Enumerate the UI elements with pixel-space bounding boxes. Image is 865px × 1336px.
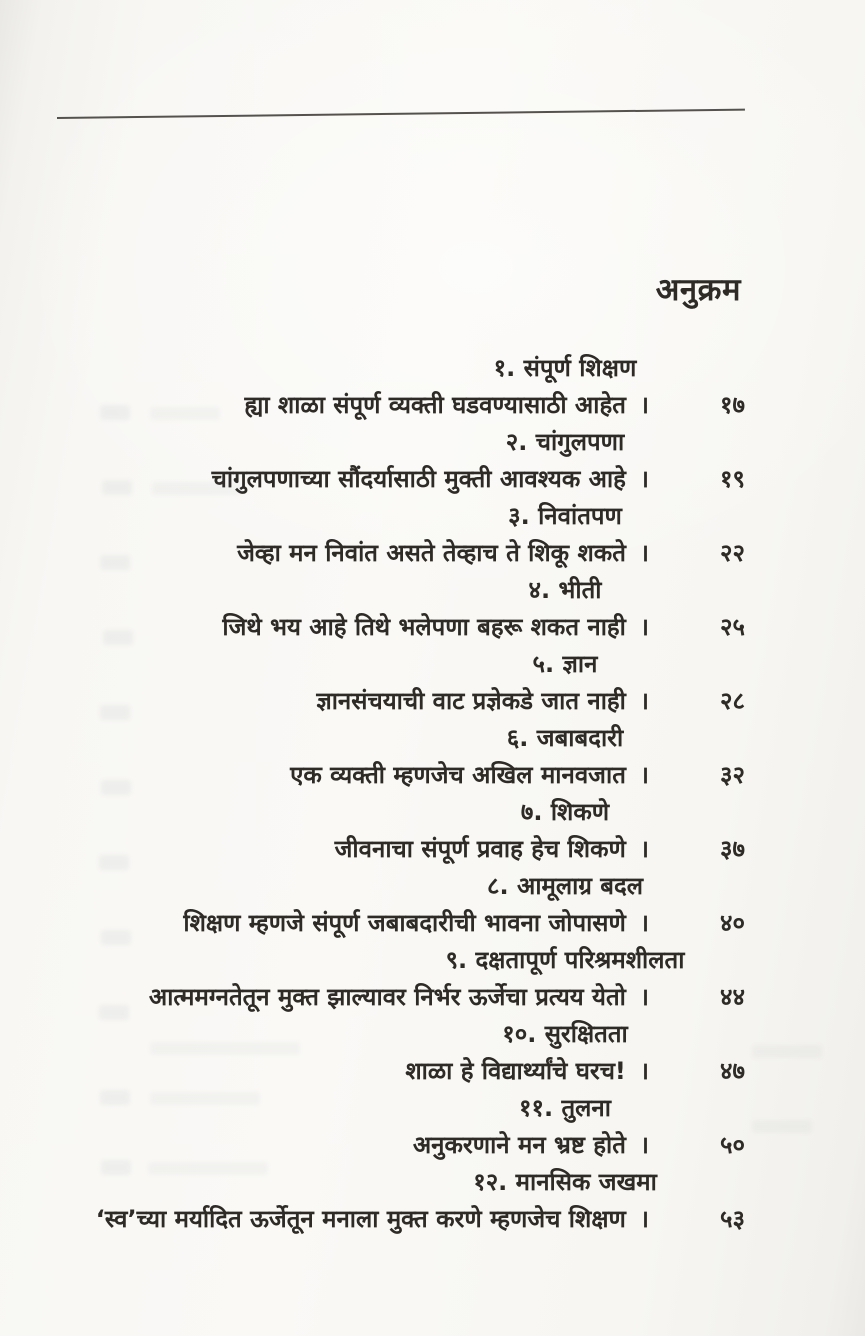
entry-page-number: ३७ — [720, 835, 745, 863]
toc-entry — [90, 572, 745, 646]
entry-subtitle: चांगुलपणाच्या सौंदर्यासाठी मुक्ती आवश्यक आहे — [211, 465, 626, 493]
danda-separator: । — [639, 1131, 649, 1159]
ghost-showthrough-mark — [752, 1045, 822, 1058]
entry-subtitle-line — [90, 535, 745, 572]
entry-title-line — [385, 942, 745, 979]
entry-title-line — [385, 424, 745, 461]
entry-subtitle: ज्ञानसंचयाची वाट प्रज्ञेकडे जात नाही — [316, 687, 626, 715]
entry-title-line — [385, 498, 745, 535]
entry-page-number: २८ — [720, 687, 745, 715]
entry-subtitle: ह्या शाळा संपूर्ण व्यक्ती घडवण्यासाठी आहेत — [244, 391, 626, 419]
danda-separator: । — [639, 687, 649, 715]
entry-title: शिकणे — [550, 798, 610, 826]
entry-subtitle-line — [90, 831, 745, 868]
toc-entry — [90, 424, 745, 498]
toc-entry — [90, 498, 745, 572]
entry-number: ६. — [506, 724, 529, 752]
entry-title-line — [385, 1164, 745, 1201]
entry-page-number: २२ — [720, 539, 745, 567]
danda-separator: । — [639, 835, 649, 863]
entry-subtitle: शिक्षण म्हणजे संपूर्ण जबाबदारीची भावना जोपासणे — [183, 909, 626, 937]
entry-subtitle: ‘स्व’च्या मर्यादित ऊर्जेतून मनाला मुक्त करणे म्हणजेच शिक्षण — [95, 1205, 626, 1233]
entry-subtitle: जीवनाचा संपूर्ण प्रवाह हेच शिकणे — [334, 835, 626, 863]
entry-number: ९. — [445, 946, 468, 974]
entry-page-number: ४४ — [720, 983, 745, 1011]
entry-subtitle-line — [90, 979, 745, 1016]
entry-number: ४. — [528, 576, 551, 604]
entry-subtitle: आत्ममग्नतेतून मुक्त झाल्यावर निर्भर ऊर्जेचा प्रत्यय येतो — [148, 983, 626, 1011]
entry-subtitle-line — [90, 1127, 745, 1164]
entry-number: ५. — [532, 650, 555, 678]
entry-number: ३. — [508, 502, 530, 530]
entry-title: निवांतपण — [538, 502, 622, 530]
danda-separator: । — [639, 909, 649, 937]
entry-title: जबाबदारी — [536, 724, 624, 752]
entry-number: ११. — [519, 1094, 554, 1122]
danda-separator: । — [639, 613, 649, 641]
entry-page-number: ४० — [720, 909, 745, 937]
entry-subtitle: जिथे भय आहे तिथे भलेपणा बहरू शकत नाही — [222, 613, 626, 641]
entry-title-line — [385, 1090, 745, 1127]
entry-subtitle: शाळा हे विद्यार्थ्यांचे घरच! — [405, 1057, 626, 1085]
entry-subtitle: जेव्हा मन निवांत असते तेव्हाच ते शिकू शकते — [237, 539, 626, 567]
entry-number: १०. — [502, 1020, 537, 1048]
entry-number: २. — [505, 428, 528, 456]
header-rule — [57, 109, 745, 119]
entry-title: सुरक्षितता — [544, 1020, 628, 1048]
danda-separator: । — [639, 465, 649, 493]
entry-title-line — [385, 350, 745, 387]
danda-separator: । — [639, 1205, 649, 1233]
ghost-showthrough-mark — [752, 1120, 812, 1133]
entry-title-line — [385, 646, 745, 683]
entry-title: आमूलाग्र बदल — [516, 872, 643, 900]
entry-subtitle-line — [90, 1201, 745, 1238]
table-of-contents — [90, 350, 745, 1238]
entry-number: ८. — [487, 872, 509, 900]
toc-entry — [90, 1016, 745, 1090]
danda-separator: । — [639, 983, 649, 1011]
toc-entry — [90, 720, 745, 794]
entry-title-line — [385, 868, 745, 905]
entry-subtitle: एक व्यक्ती म्हणजेच अखिल मानवजात — [290, 761, 626, 789]
entry-title: मानसिक जखमा — [515, 1168, 657, 1196]
entry-page-number: १७ — [720, 391, 745, 419]
entry-page-number: १९ — [720, 465, 745, 493]
entry-number: १. — [493, 354, 516, 382]
danda-separator: । — [639, 539, 649, 567]
toc-entry — [90, 794, 745, 868]
entry-number: ७. — [520, 798, 543, 826]
toc-entry — [90, 942, 745, 1016]
danda-separator: । — [639, 761, 649, 789]
toc-entry — [90, 1090, 745, 1164]
entry-title: दक्षतापूर्ण परिश्रमशीलता — [475, 946, 685, 974]
entry-number: १२. — [473, 1168, 508, 1196]
toc-entry — [90, 868, 745, 942]
entry-page-number: ५० — [720, 1131, 745, 1159]
toc-entry — [90, 350, 745, 424]
entry-subtitle-line — [90, 757, 745, 794]
entry-page-number: ४७ — [720, 1057, 745, 1085]
toc-entry — [90, 646, 745, 720]
entry-title-line — [385, 572, 745, 609]
entry-title-line — [385, 720, 745, 757]
entry-title: तुलना — [561, 1094, 611, 1122]
entry-subtitle-line — [90, 609, 745, 646]
entry-title: ज्ञान — [562, 650, 598, 678]
toc-entry — [90, 1164, 745, 1238]
entry-title: चांगुलपणा — [535, 428, 625, 456]
entry-subtitle: अनुकरणाने मन भ्रष्ट होते — [412, 1131, 626, 1159]
entry-subtitle-line — [90, 387, 745, 424]
entry-subtitle-line — [90, 683, 745, 720]
entry-subtitle-line — [90, 905, 745, 942]
entry-title-line — [385, 794, 745, 831]
entry-subtitle-line — [90, 461, 745, 498]
entry-page-number: ५३ — [720, 1205, 745, 1233]
entry-page-number: ३२ — [720, 761, 745, 789]
entry-subtitle-line — [90, 1053, 745, 1090]
entry-title: संपूर्ण शिक्षण — [523, 354, 637, 382]
page-title: अनुक्रम — [655, 272, 741, 308]
entry-title-line — [385, 1016, 745, 1053]
entry-page-number: २५ — [720, 613, 745, 641]
danda-separator: । — [639, 391, 649, 419]
danda-separator: । — [639, 1057, 649, 1085]
entry-title: भीती — [558, 576, 602, 604]
